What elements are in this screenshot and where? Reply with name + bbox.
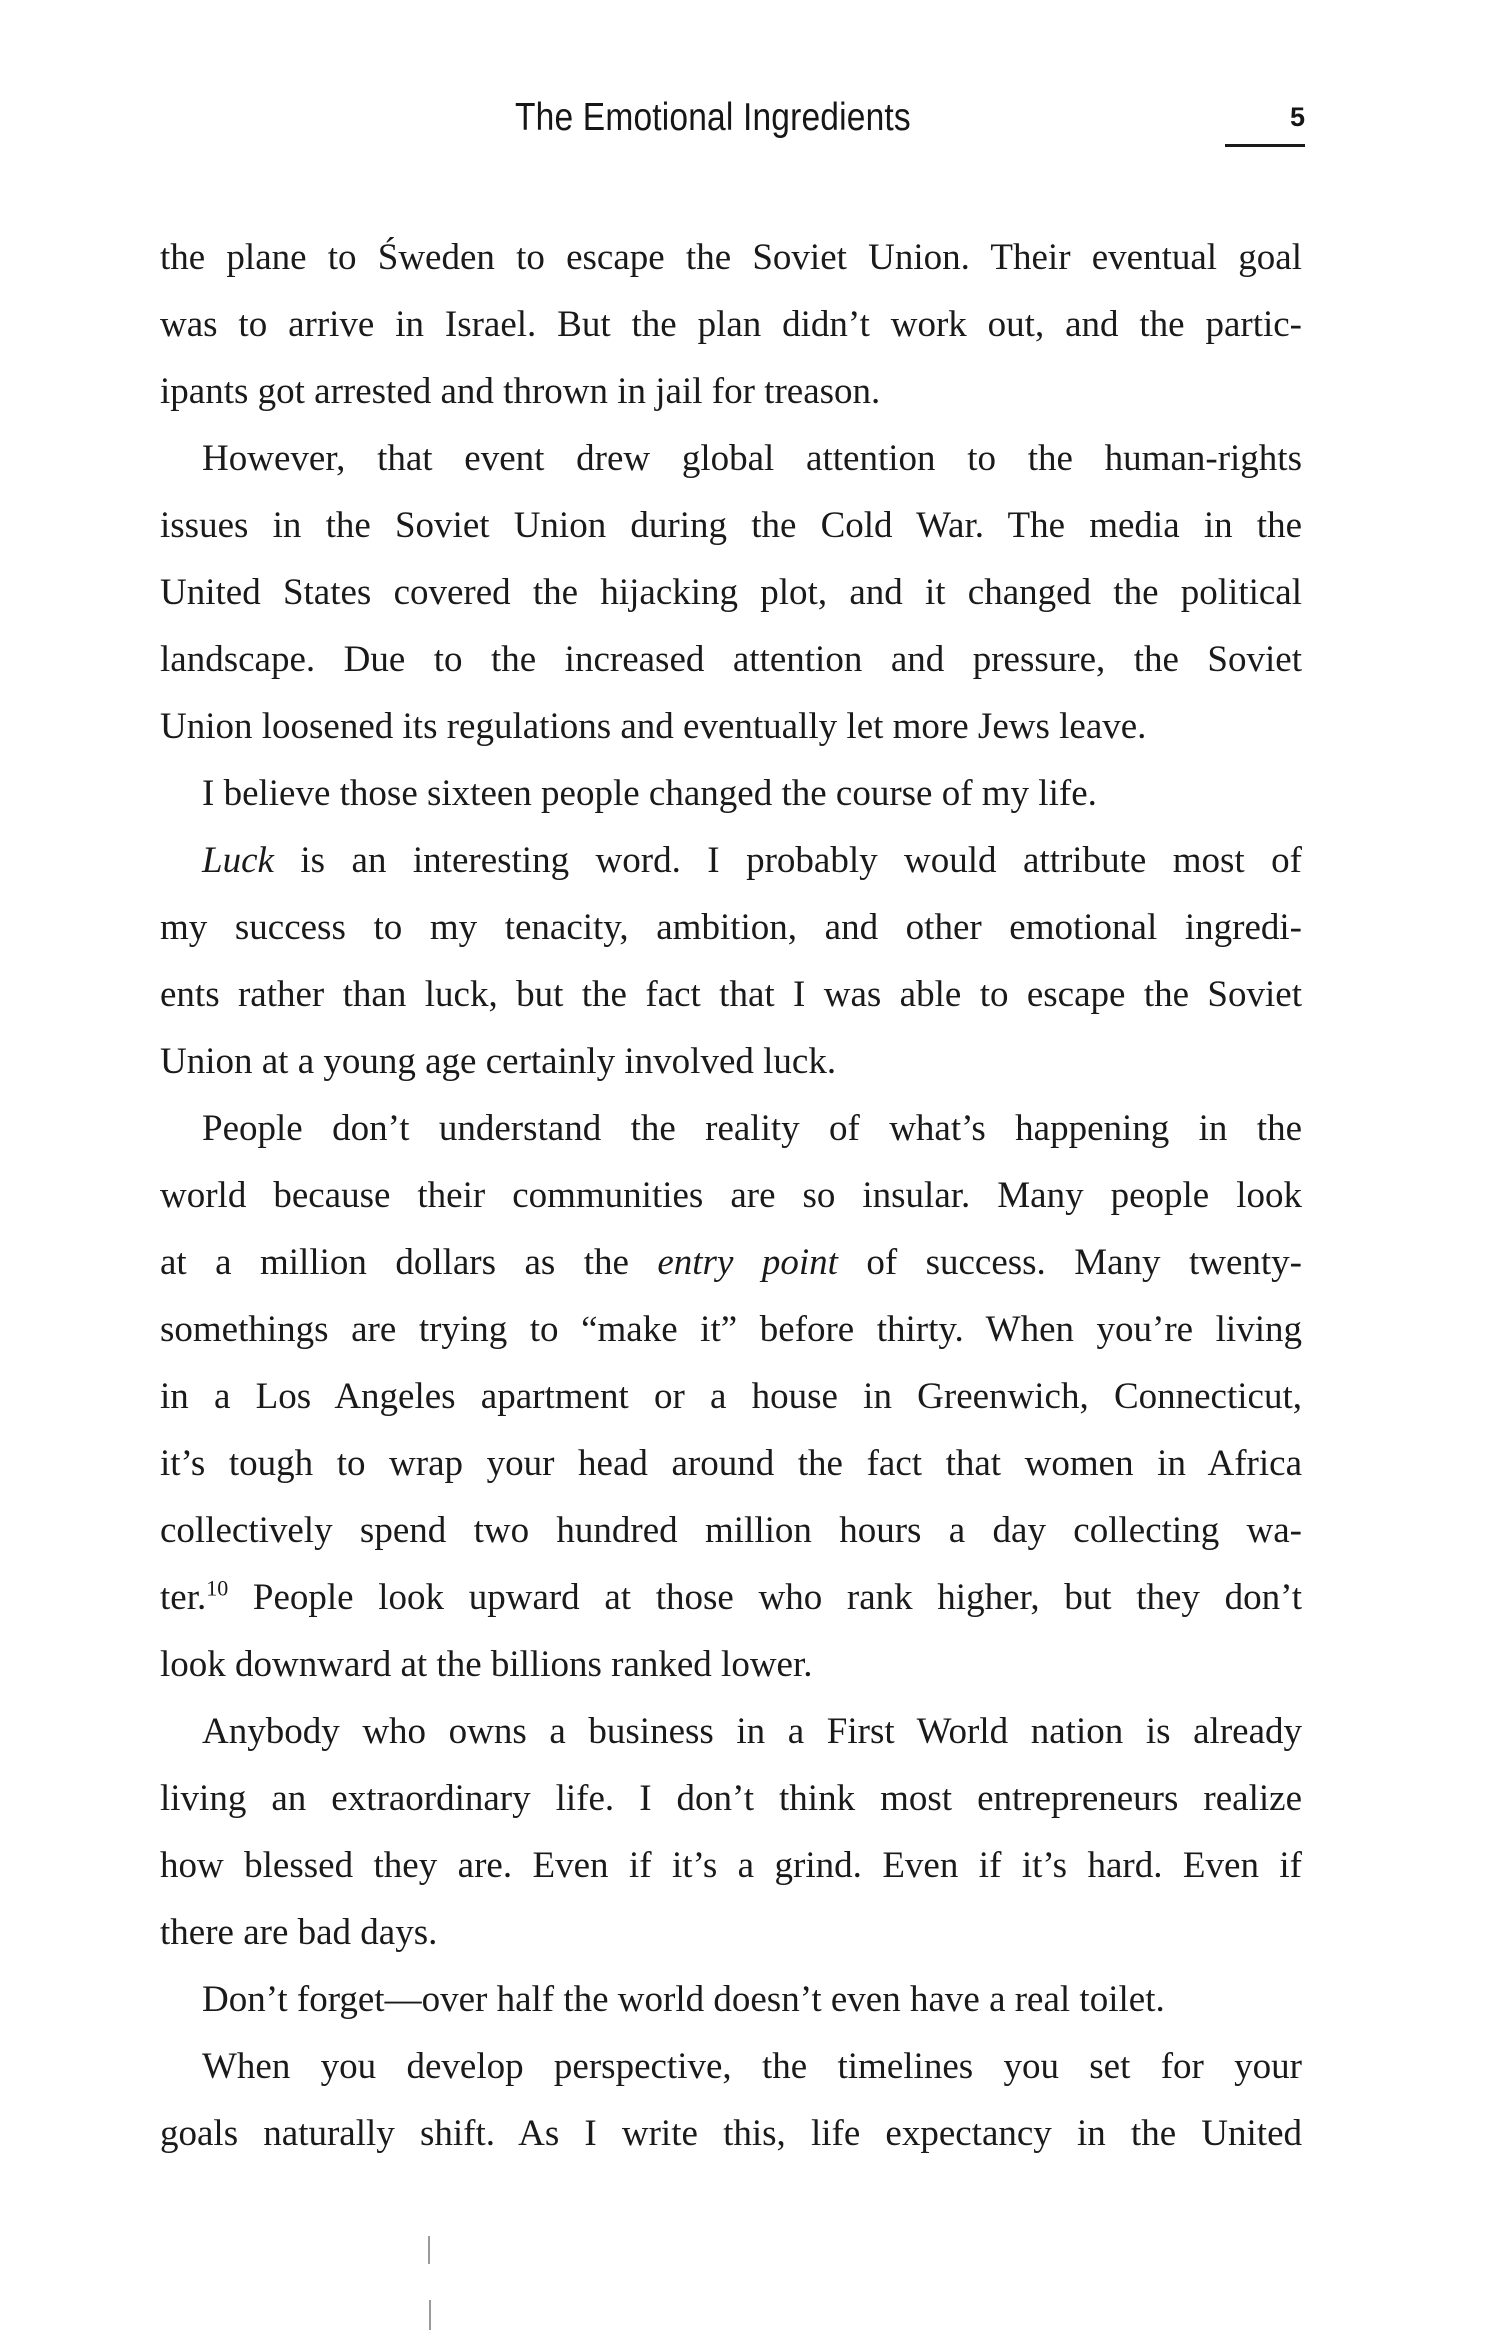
text-line: in a Los Angeles apartment or a house in Greenwich, Connecticut, xyxy=(160,1376,1302,1417)
text-line-content: Don’t forget—over half the world doesn’t even have a real toilet. xyxy=(202,1979,1165,2020)
text-line-content: People don’t understand the reality of what’s happening in the xyxy=(202,1108,1302,1149)
scan-speck xyxy=(429,2300,431,2330)
text-line: issues in the Soviet Union during the Cold War. The media in the xyxy=(160,505,1302,546)
text-line xyxy=(160,1966,1302,2033)
text-line: United States covered the hijacking plot, and it changed the political xyxy=(160,572,1302,613)
text-line: Union loosened its regulations and eventually let more Jews leave. xyxy=(160,706,1147,747)
paragraph-1 xyxy=(160,224,1302,425)
page-number: 5 xyxy=(1289,102,1305,132)
paragraph-5 xyxy=(160,1095,1302,1698)
text-line xyxy=(160,1095,1302,1162)
italic-phrase-entry-point: entry point xyxy=(657,1242,838,1283)
text-line: ipants got arrested and thrown in jail for treason. xyxy=(160,371,881,412)
paragraph-8 xyxy=(160,2033,1302,2167)
text-line: living an extraordinary life. I don’t think most entrepreneurs realize xyxy=(160,1778,1302,1819)
text-line-content: is an interesting word. I probably would attribute most of xyxy=(273,840,1302,881)
text-segment: People look upward at those who rank higher, but they don’t xyxy=(228,1577,1302,1618)
text-line xyxy=(160,425,1302,492)
text-segment: ter. xyxy=(160,1577,207,1618)
paragraph-3 xyxy=(160,760,1302,827)
text-line xyxy=(160,2033,1302,2100)
paragraph-7 xyxy=(160,1966,1302,2033)
text-segment: of success. Many twenty- xyxy=(837,1242,1303,1283)
footnote-reference: 10 xyxy=(206,1575,229,1601)
text-line-content: I believe those sixteen people changed the course of my life. xyxy=(202,773,1097,814)
scan-speck xyxy=(428,2236,430,2264)
text-line: it’s tough to wrap your head around the fact that women in Africa xyxy=(160,1443,1302,1484)
text-line-content: When you develop perspective, the timelines you set for your xyxy=(202,2046,1302,2087)
text-line-content: Anybody who owns a business in a First World nation is already xyxy=(202,1711,1302,1752)
text-line xyxy=(160,1564,1302,1631)
text-line-content: However, that event drew global attention to the human-rights xyxy=(202,438,1302,479)
running-head xyxy=(0,96,1500,156)
text-line: there are bad days. xyxy=(160,1912,438,1953)
running-title: The Emotional Ingredients xyxy=(515,96,911,139)
text-line xyxy=(160,827,1302,894)
page-number-rule xyxy=(1225,144,1305,147)
paragraph-6 xyxy=(160,1698,1302,1966)
text-line: ents rather than luck, but the fact that I was able to escape the Soviet xyxy=(160,974,1302,1015)
text-line: was to arrive in Israel. But the plan didn’t work out, and the partic- xyxy=(160,304,1302,345)
text-line: goals naturally shift. As I write this, life expectancy in the United xyxy=(160,2113,1302,2154)
paragraph-4 xyxy=(160,827,1302,1095)
text-line: landscape. Due to the increased attention and pressure, the Soviet xyxy=(160,639,1302,680)
text-segment: at a million dollars as the xyxy=(160,1242,658,1283)
text-line: world because their communities are so insular. Many people look xyxy=(160,1175,1302,1216)
italic-word-luck: Luck xyxy=(202,840,274,881)
text-line xyxy=(160,1698,1302,1765)
text-line: my success to my tenacity, ambition, and other emotional ingredi- xyxy=(160,907,1302,948)
paragraph-2 xyxy=(160,425,1302,760)
text-line xyxy=(160,1229,1302,1296)
text-line xyxy=(160,760,1302,827)
text-line: look downward at the billions ranked lower. xyxy=(160,1644,813,1685)
body-text xyxy=(160,224,1302,2167)
text-line: the plane to Śweden to escape the Soviet Union. Their eventual goal xyxy=(160,237,1302,278)
text-line: Union at a young age certainly involved luck. xyxy=(160,1041,837,1082)
text-line: somethings are trying to “make it” before thirty. When you’re living xyxy=(160,1309,1302,1350)
text-line: how blessed they are. Even if it’s a grind. Even if it’s hard. Even if xyxy=(160,1845,1302,1886)
text-line: collectively spend two hundred million hours a day collecting wa- xyxy=(160,1510,1302,1551)
